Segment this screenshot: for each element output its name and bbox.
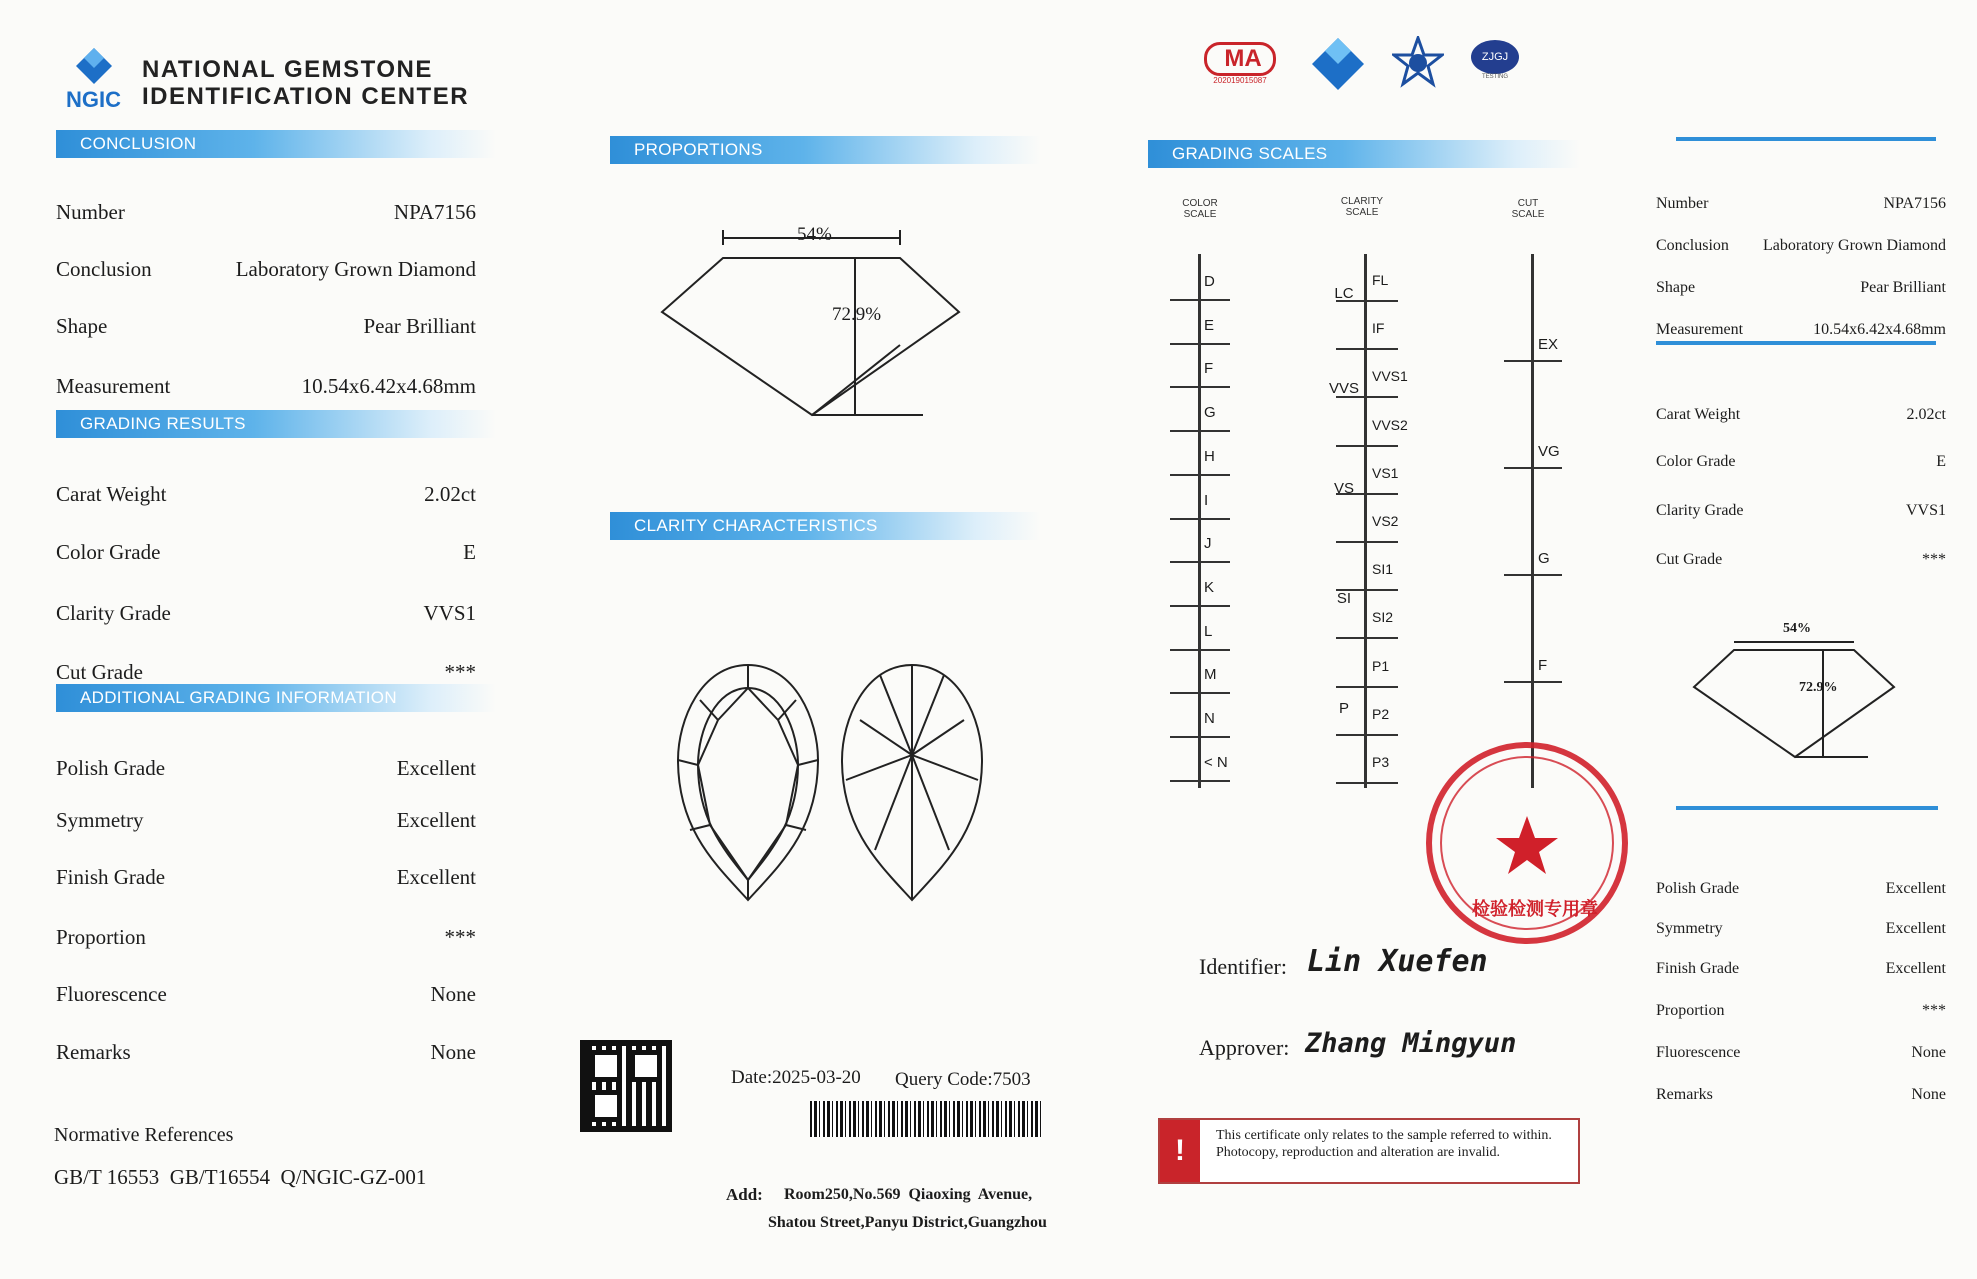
cut-tick xyxy=(1504,574,1562,576)
summary-value: *** xyxy=(1922,551,1946,568)
color-grade-label: K xyxy=(1204,578,1215,596)
color-tick xyxy=(1170,299,1230,301)
clarity-grade-label: VS2 xyxy=(1372,513,1399,529)
summary-label: Cut Grade xyxy=(1656,551,1723,568)
summary-divider-low xyxy=(1676,806,1938,810)
summary-row xyxy=(1656,920,1946,950)
additional-label: Remarks xyxy=(56,1040,131,1064)
color-tick xyxy=(1170,561,1230,563)
additional-value: Excellent xyxy=(396,865,476,889)
grading-label: Clarity Grade xyxy=(56,601,171,625)
notice-box xyxy=(1158,1118,1580,1184)
summary-row xyxy=(1656,960,1946,990)
clarity-group-label: VS xyxy=(1333,480,1354,497)
summary-divider-top xyxy=(1676,137,1936,141)
summary-value: None xyxy=(1911,1086,1946,1103)
summary-row xyxy=(1656,237,1946,267)
grading-label: Carat Weight xyxy=(56,482,167,506)
summary-label: Clarity Grade xyxy=(1656,502,1744,519)
cut-grade-label: F xyxy=(1538,657,1548,674)
additional-label: Finish Grade xyxy=(56,865,166,889)
summary-value: None xyxy=(1911,1044,1946,1061)
summary-label: Shape xyxy=(1656,279,1696,296)
zjgj-logo: ZJGJ TESTING xyxy=(1468,40,1522,80)
summary-row xyxy=(1656,1002,1946,1032)
summary-label: Finish Grade xyxy=(1656,960,1740,977)
clarity-grade-label: VS1 xyxy=(1372,464,1399,481)
color-tick xyxy=(1170,518,1230,520)
additional-row xyxy=(56,982,476,1012)
address-line2: Shatou Street,Panyu District,Guangzhou xyxy=(768,1214,1047,1231)
summary-label: Proportion xyxy=(1656,1002,1725,1019)
identifier-signature: Lin Xuefen xyxy=(1307,944,1488,979)
color-scale-axis xyxy=(1198,254,1201,788)
clarity-tick xyxy=(1336,637,1398,639)
color-tick xyxy=(1170,430,1230,432)
conclusion-band: CONCLUSION xyxy=(56,130,496,158)
additional-value: *** xyxy=(444,925,476,949)
normative-title: Normative References xyxy=(54,1124,234,1146)
clarity-grade-label: SI1 xyxy=(1372,561,1394,578)
additional-row xyxy=(56,1040,476,1070)
title-line1: NATIONAL GEMSTONE xyxy=(142,56,433,83)
color-tick xyxy=(1170,780,1230,782)
color-grade-label: G xyxy=(1204,404,1216,422)
notice-text: This certificate only relates to the sample referred to within. Photocopy, reproduction and alteration are invalid. xyxy=(1216,1128,1552,1160)
ngic-logo xyxy=(64,46,124,112)
clarity-group-label: SI xyxy=(1336,590,1352,607)
additional-value: None xyxy=(430,982,476,1006)
additional-row xyxy=(56,865,476,895)
summary-value: Excellent xyxy=(1885,880,1946,897)
summary-label: Carat Weight xyxy=(1656,406,1741,423)
summary-row xyxy=(1656,502,1946,532)
color-grade-label: J xyxy=(1204,535,1212,553)
clarity-grade-label: P2 xyxy=(1372,705,1390,722)
color-tick xyxy=(1170,649,1230,651)
additional-label: Proportion xyxy=(56,925,146,949)
conclusion-row xyxy=(56,257,476,287)
grading-label: Color Grade xyxy=(56,540,161,564)
additional-row xyxy=(56,925,476,955)
color-grade-label: H xyxy=(1204,447,1215,465)
summary-value: 2.02ct xyxy=(1906,406,1946,423)
summary-row xyxy=(1656,1044,1946,1074)
qr-code xyxy=(580,1040,672,1132)
summary-value: Excellent xyxy=(1885,960,1946,977)
color-tick xyxy=(1170,386,1230,388)
star-badge-icon xyxy=(1392,36,1444,88)
clarity-grade-label: P3 xyxy=(1372,754,1390,770)
summary-row xyxy=(1656,406,1946,436)
summary-row xyxy=(1656,321,1946,351)
summary-label: Measurement xyxy=(1656,321,1744,338)
identifier-label: Identifier: xyxy=(1199,954,1287,979)
warning-icon: ! xyxy=(1160,1120,1200,1182)
cut-scale-title: CUT SCALE xyxy=(1511,198,1545,220)
summary-label: Color Grade xyxy=(1656,453,1736,470)
grading-value: E xyxy=(463,540,476,564)
clarity-grade-label: FL xyxy=(1372,272,1389,288)
conclusion-label: Conclusion xyxy=(56,257,152,281)
clarity-tick xyxy=(1336,782,1398,784)
table-percent: 54% xyxy=(797,224,832,245)
additional-value: Excellent xyxy=(396,808,476,832)
summary-row xyxy=(1656,195,1946,225)
summary-row xyxy=(1656,279,1946,309)
approver-label: Approver: xyxy=(1199,1035,1290,1060)
summary-label: Fluorescence xyxy=(1656,1044,1741,1061)
conclusion-label: Shape xyxy=(56,314,108,338)
fa-star-logo xyxy=(1392,36,1444,88)
grading-value: *** xyxy=(444,660,476,684)
cut-grade-label: EX xyxy=(1538,336,1559,353)
color-grade-label: F xyxy=(1204,360,1214,378)
grading-row xyxy=(56,601,476,631)
conclusion-label: Number xyxy=(56,200,125,224)
summary-row xyxy=(1656,880,1946,910)
summary-depth-percent: 72.9% xyxy=(1799,680,1838,695)
address-label: Add: xyxy=(726,1185,763,1204)
color-tick xyxy=(1170,343,1230,345)
summary-value: NPA7156 xyxy=(1883,195,1946,212)
diamond-mark-icon xyxy=(1308,36,1368,92)
color-tick xyxy=(1170,692,1230,694)
color-scale-title: COLOR SCALE xyxy=(1182,198,1218,220)
cut-tick xyxy=(1504,467,1562,469)
color-grade-label: N xyxy=(1204,710,1215,727)
summary-value: Pear Brilliant xyxy=(1860,279,1946,296)
barcode xyxy=(810,1101,1042,1137)
conclusion-row xyxy=(56,374,476,404)
clarity-tick xyxy=(1336,541,1398,543)
grading-label: Cut Grade xyxy=(56,660,143,684)
additional-label: Symmetry xyxy=(56,808,144,832)
clarity-grade-label: IF xyxy=(1372,320,1385,337)
summary-value: VVS1 xyxy=(1905,502,1946,519)
additional-band: ADDITIONAL GRADING INFORMATION xyxy=(56,684,496,712)
clarity-grade-label: VVS2 xyxy=(1372,416,1408,433)
cut-grade-label: VG xyxy=(1538,443,1560,460)
title-line2: IDENTIFICATION CENTER xyxy=(142,83,470,110)
clarity-grade-label: P1 xyxy=(1372,657,1390,674)
cut-tick xyxy=(1504,360,1562,362)
grading-results-band: GRADING RESULTS xyxy=(56,410,496,438)
seal-star-icon xyxy=(1496,816,1558,874)
conclusion-row xyxy=(56,200,476,230)
summary-value: E xyxy=(1936,453,1946,470)
color-tick xyxy=(1170,605,1230,607)
address-line1: Room250,No.569 Qiaoxing Avenue, xyxy=(784,1186,1033,1203)
clarity-tick xyxy=(1336,734,1398,736)
cma-logo: MA 202019015087 xyxy=(1204,42,1276,85)
center-title xyxy=(142,56,469,110)
clarity-scale-title: CLARITY SCALE xyxy=(1340,196,1384,218)
clarity-scale-axis xyxy=(1364,254,1367,788)
diamond-logo-icon xyxy=(64,46,124,86)
color-grade-label: E xyxy=(1204,316,1215,334)
grading-value: VVS1 xyxy=(423,601,476,625)
additional-value: None xyxy=(430,1040,476,1064)
seal-text: 检验检测专用章 xyxy=(1472,899,1598,919)
conclusion-value: NPA7156 xyxy=(393,200,476,224)
additional-row xyxy=(56,756,476,786)
clarity-plot-icon xyxy=(670,660,990,905)
grading-row xyxy=(56,540,476,570)
summary-value: Laboratory Grown Diamond xyxy=(1762,237,1946,254)
proportion-diagram xyxy=(655,225,965,425)
summary-table-percent: 54% xyxy=(1783,621,1811,636)
summary-label: Symmetry xyxy=(1656,920,1723,937)
query-code: Query Code:7503 xyxy=(895,1069,1031,1090)
issue-date: Date:2025-03-20 xyxy=(731,1067,861,1088)
clarity-grade-label: VVS1 xyxy=(1372,368,1408,385)
grading-value: 2.02ct xyxy=(424,482,476,506)
color-grade-label: M xyxy=(1204,666,1217,684)
conclusion-value: 10.54x6.42x4.68mm xyxy=(301,374,476,398)
summary-proportion-diagram xyxy=(1690,632,1900,762)
clarity-tick xyxy=(1336,348,1398,350)
grading-scales-band: GRADING SCALES xyxy=(1148,140,1580,168)
clarity-grade-label: SI2 xyxy=(1372,609,1394,626)
cut-scale-axis xyxy=(1531,254,1534,788)
additional-label: Polish Grade xyxy=(56,756,166,780)
summary-row xyxy=(1656,551,1946,581)
approver-signature: Zhang Mingyun xyxy=(1305,1028,1517,1059)
summary-value: Excellent xyxy=(1885,920,1946,937)
cut-grade-label: G xyxy=(1538,550,1550,567)
color-grade-label: I xyxy=(1204,491,1209,509)
color-grade-label: D xyxy=(1204,273,1215,290)
summary-label: Conclusion xyxy=(1656,237,1729,254)
summary-label: Polish Grade xyxy=(1656,880,1740,897)
conclusion-row xyxy=(56,314,476,344)
summary-row xyxy=(1656,453,1946,483)
summary-row xyxy=(1656,1086,1946,1116)
additional-value: Excellent xyxy=(396,756,476,780)
additional-label: Fluorescence xyxy=(56,982,167,1006)
color-tick xyxy=(1170,474,1230,476)
summary-label: Remarks xyxy=(1656,1086,1713,1103)
color-grade-label: L xyxy=(1204,622,1213,640)
color-grade-label: < N xyxy=(1204,753,1228,771)
conclusion-value: Pear Brilliant xyxy=(363,314,476,338)
proportions-band: PROPORTIONS xyxy=(610,136,1040,164)
clarity-tick xyxy=(1336,445,1398,447)
summary-value: *** xyxy=(1922,1002,1946,1019)
summary-value: 10.54x6.42x4.68mm xyxy=(1813,321,1946,338)
normative-refs: GB/T 16553 GB/T16554 Q/NGIC-GZ-001 xyxy=(54,1165,427,1189)
cut-tick xyxy=(1504,681,1562,683)
clarity-tick xyxy=(1336,686,1398,688)
color-tick xyxy=(1170,736,1230,738)
grading-row xyxy=(56,482,476,512)
logo-abbr: NGIC xyxy=(66,87,121,112)
additional-row xyxy=(56,808,476,838)
depth-percent: 72.9% xyxy=(832,304,882,325)
conclusion-label: Measurement xyxy=(56,374,171,398)
clarity-group-label: LC xyxy=(1334,285,1354,302)
clarity-group-label: VVS xyxy=(1328,380,1359,397)
clarity-group-label: P xyxy=(1338,700,1349,717)
summary-label: Number xyxy=(1656,195,1709,212)
clarity-band: CLARITY CHARACTERISTICS xyxy=(610,512,1040,540)
conclusion-value: Laboratory Grown Diamond xyxy=(235,257,476,281)
